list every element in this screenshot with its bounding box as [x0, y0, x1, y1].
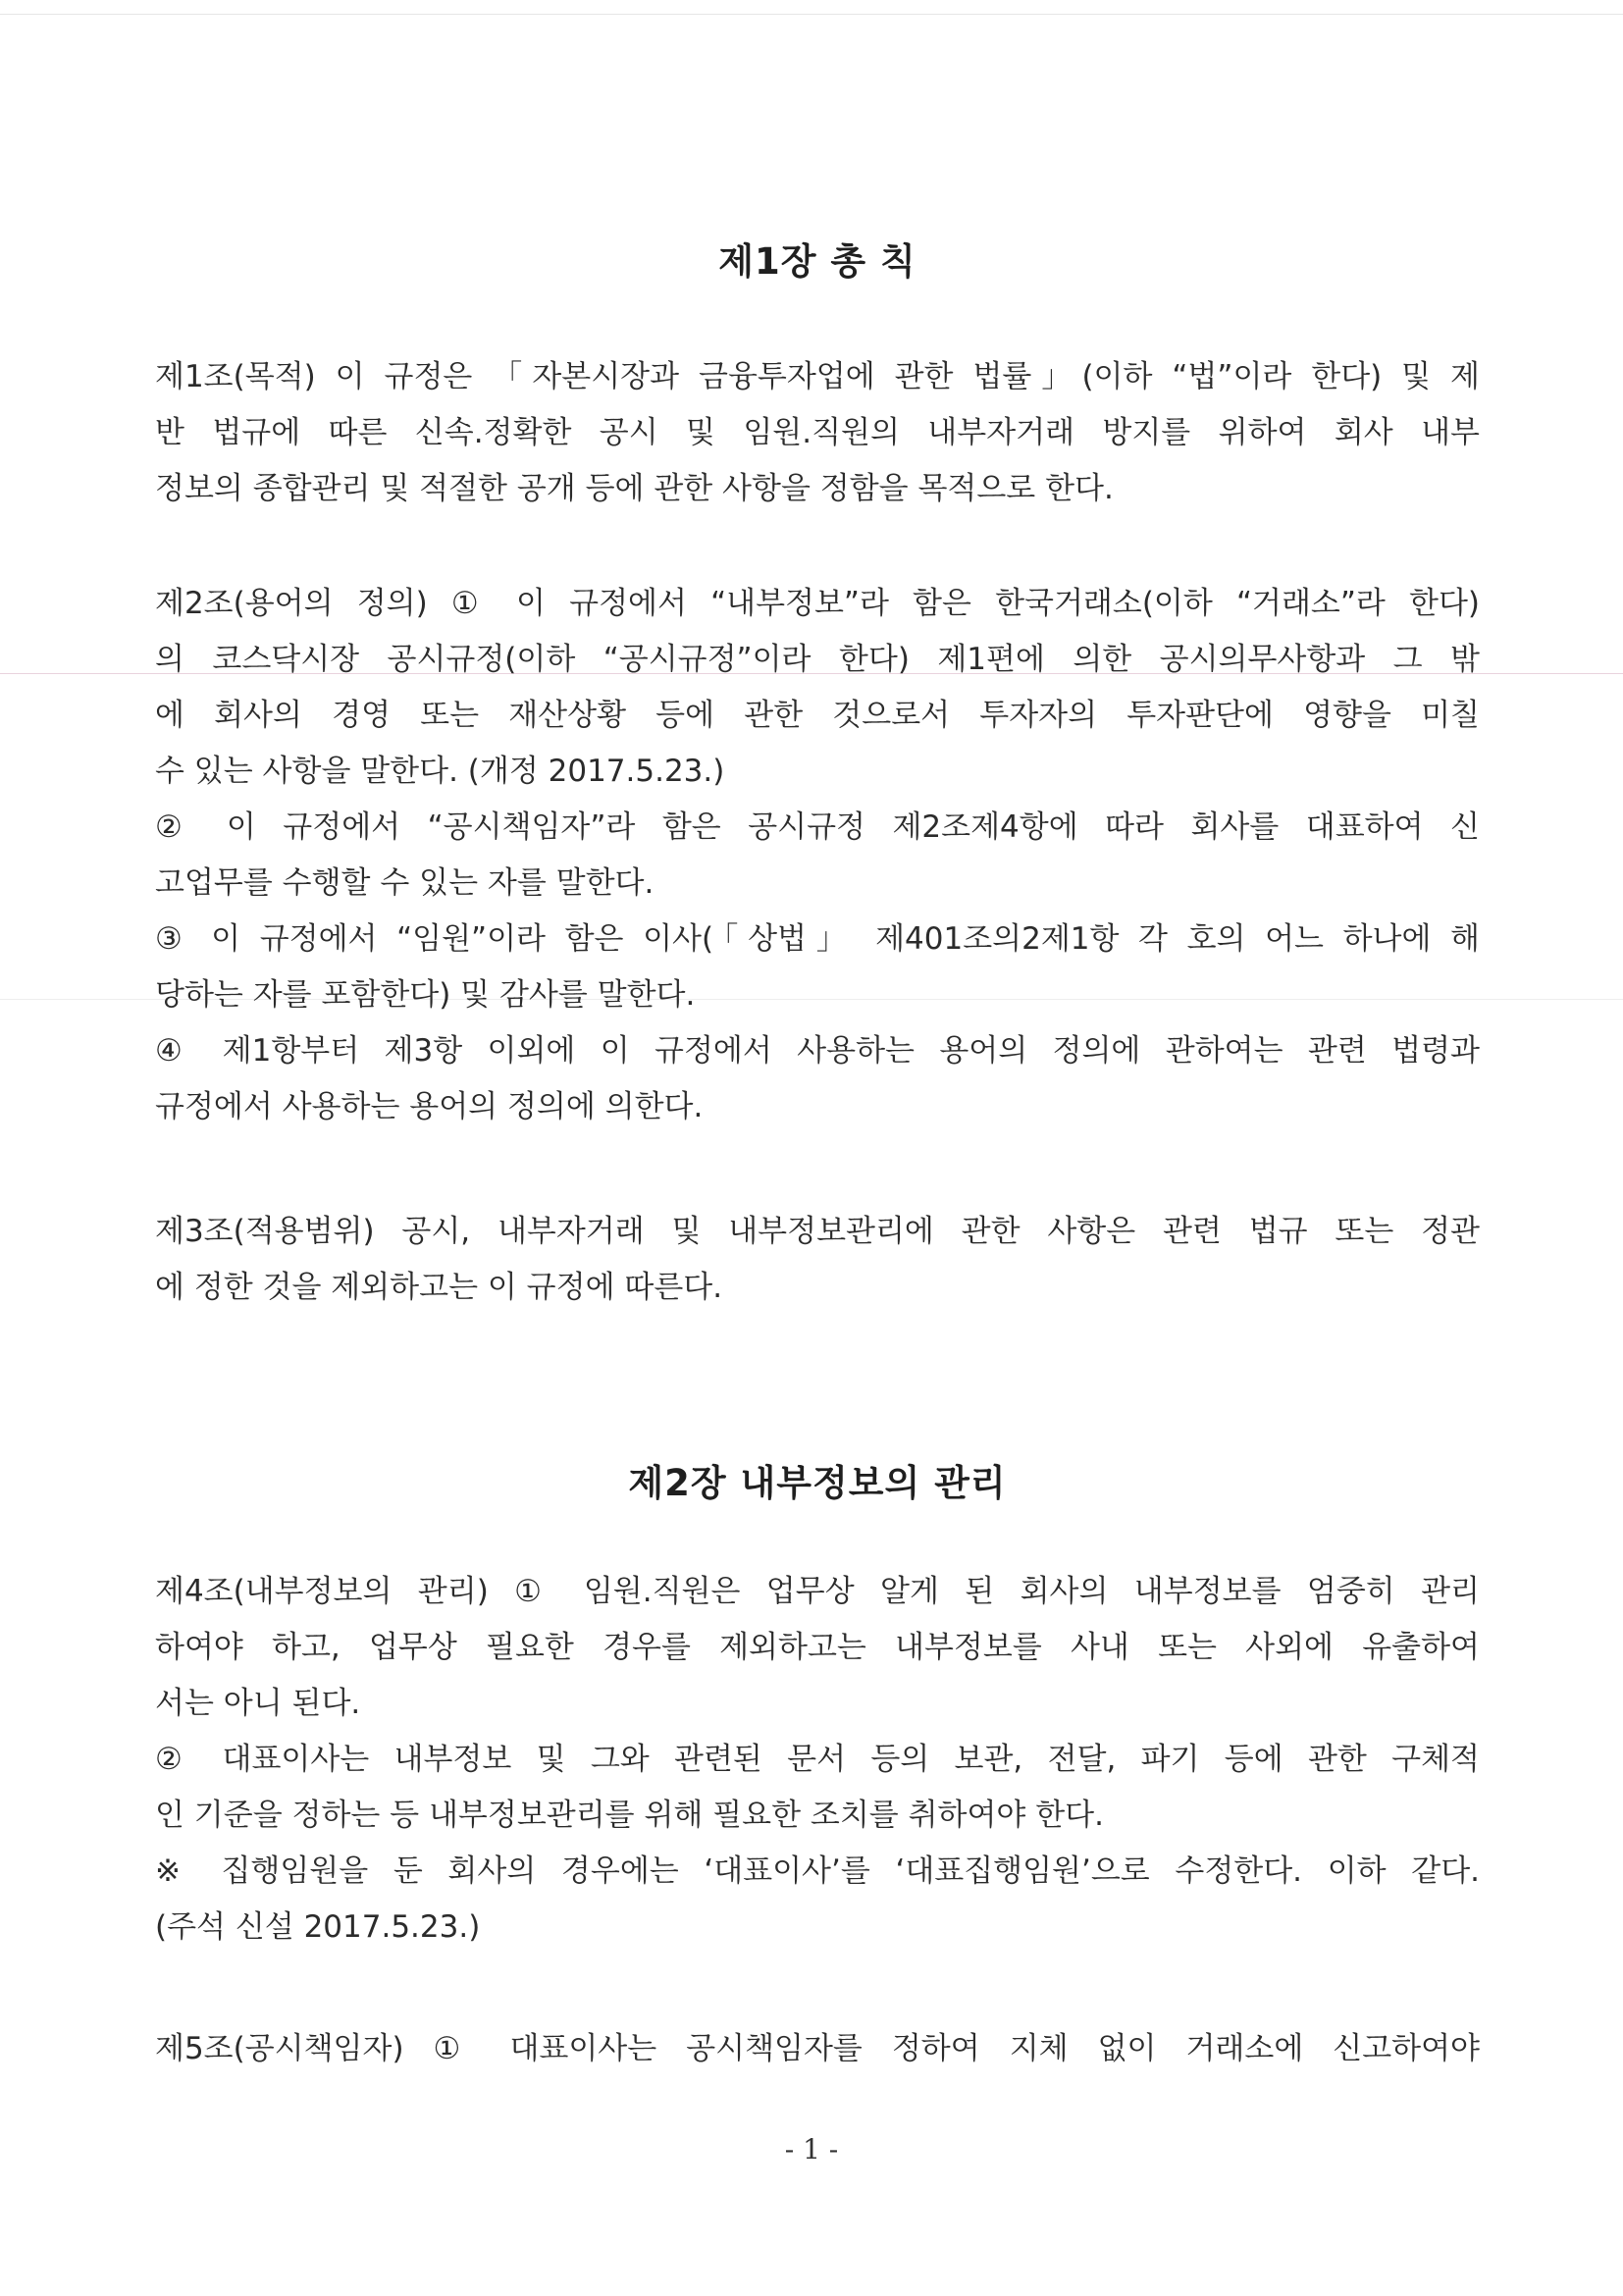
article-3 — [155, 1204, 1480, 1316]
article-3-line: 제3조(적용범위) 공시, 내부자거래 및 내부정보관리에 관한 사항은 관련 법규 또는 정관 — [155, 1214, 1480, 1249]
chapter-1-title: 제1장 총 칙 — [718, 240, 916, 283]
article-5-line: 제5조(공시책임자) ① 대표이사는 공시책임자를 정하여 지체 없이 거래소에 신고하여야 — [155, 2031, 1480, 2066]
article-5 — [155, 2021, 1480, 2077]
article-1-line: 정보의 종합관리 및 적절한 공개 등에 관한 사항을 정함을 목적으로 한다. — [155, 471, 1114, 506]
chapter-2-title: 제2장 내부정보의 관리 — [628, 1462, 1007, 1504]
article-4-line: 하여야 하고, 업무상 필요한 경우를 제외하고는 내부정보를 사내 또는 사외에 유출하여 — [155, 1630, 1480, 1665]
article-4-line: ② 대표이사는 내부정보 및 그와 관련된 문서 등의 보관, 전달, 파기 등에 관한 구체적 — [155, 1742, 1480, 1777]
article-2-line: ③ 이 규정에서 “임원”이라 함은 이사(「상법」 제401조의2제1항 각 호의 어느 하나에 해 — [155, 921, 1480, 957]
article-1-line: 반 법규에 따른 신속.정확한 공시 및 임원.직원의 내부자거래 방지를 위하여 회사 내부 — [155, 415, 1480, 450]
article-2-line: 규정에서 사용하는 용어의 정의에 의한다. — [155, 1089, 704, 1124]
article-2-line: 에 회사의 경영 또는 재산상황 등에 관한 것으로서 투자자의 투자판단에 영향을 미칠 — [155, 698, 1480, 733]
article-2-line: 의 코스닥시장 공시규정(이하 “공시규정”이라 한다) 제1편에 의한 공시의무사항과 그 밖 — [155, 642, 1480, 677]
page-number: - 1 - — [784, 2133, 839, 2166]
article-1 — [155, 349, 1480, 517]
scan-edge-line — [0, 14, 1623, 15]
article-2-line: 수 있는 사항을 말한다. (개정 2017.5.23.) — [155, 754, 725, 789]
article-1-line: 제1조(목적) 이 규정은 「자본시장과 금융투자업에 관한 법률」(이하 “법”이라 한다) 및 제 — [155, 359, 1480, 394]
article-2-line: 고업무를 수행할 수 있는 자를 말한다. — [155, 865, 654, 901]
article-4-line: 인 기준을 정하는 등 내부정보관리를 위해 필요한 조치를 취하여야 한다. — [155, 1798, 1104, 1833]
article-2-line: ④ 제1항부터 제3항 이외에 이 규정에서 사용하는 용어의 정의에 관하여는 관련 법령과 — [155, 1033, 1480, 1069]
article-2 — [155, 576, 1480, 1135]
article-2-line: ② 이 규정에서 “공시책임자”라 함은 공시규정 제2조제4항에 따라 회사를 대표하여 신 — [155, 809, 1480, 845]
article-2-line: 제2조(용어의 정의) ① 이 규정에서 “내부정보”라 함은 한국거래소(이하 “거래소”라 한다) — [155, 586, 1480, 621]
article-2-line: 당하는 자를 포함한다) 및 감사를 말한다. — [155, 977, 696, 1013]
article-4-line: 제4조(내부정보의 관리) ① 임원.직원은 업무상 알게 된 회사의 내부정보를 엄중히 관리 — [155, 1574, 1480, 1609]
article-4-line: (주석 신설 2017.5.23.) — [155, 1909, 481, 1945]
article-3-line: 에 정한 것을 제외하고는 이 규정에 따른다. — [155, 1270, 723, 1305]
article-4-line: 서는 아니 된다. — [155, 1686, 361, 1721]
article-4-line: ※ 집행임원을 둔 회사의 경우에는 ‘대표이사’를 ‘대표집행임원’으로 수정한다. 이하 같다. — [155, 1853, 1480, 1889]
article-4 — [155, 1564, 1480, 1956]
